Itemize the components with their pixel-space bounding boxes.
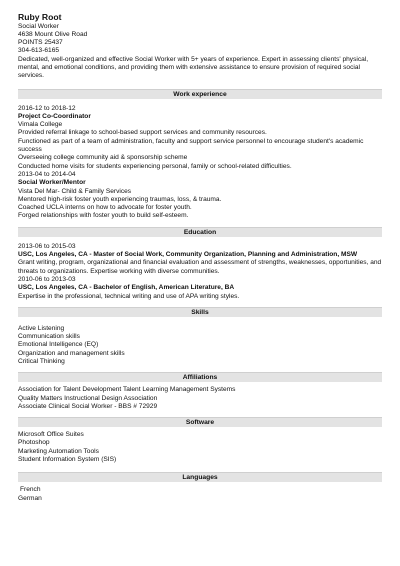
education-entry <box>18 276 382 301</box>
job-bullet: Forged relationships with foster youth to build self-esteem. <box>18 212 189 220</box>
affiliation-item: Association for Talent Development Talent Learning Management Systems <box>18 386 236 394</box>
education-entry <box>18 243 382 276</box>
candidate-title: Social Worker <box>18 22 59 30</box>
software-item: Student Information System (SIS) <box>18 456 117 464</box>
languages-section <box>18 486 382 503</box>
skill-item: Critical Thinking <box>18 358 65 365</box>
skills-section <box>18 325 382 366</box>
job-title: Social Worker/Mentor <box>18 179 86 187</box>
software-item: Marketing Automation Tools <box>18 447 99 455</box>
software-section <box>18 431 382 464</box>
job-bullet: Overseeing college community aid & sponsorship scheme <box>18 154 188 162</box>
job-title: Project Co-Coordinator <box>18 112 91 120</box>
job-employer: Vimala College <box>18 121 63 129</box>
job-bullet: Conducted home visits for students experiencing personal, family or school-related difficulties. <box>18 162 292 170</box>
education-degree: USC, Los Angeles, CA - Bachelor of English, American Literature, BA <box>18 284 235 292</box>
skill-item: Organization and management skills <box>18 349 125 357</box>
education-heading: Education <box>18 227 382 237</box>
skill-item: Active Listening <box>18 324 65 332</box>
skill-item: Communication skills <box>18 333 80 341</box>
address-line-1: 4638 Mount Olive Road <box>18 30 88 38</box>
language-item: French <box>20 486 41 494</box>
address-line-2: POINTS 25437 <box>18 39 63 47</box>
education-dates: 2013-06 to 2015-03 <box>18 242 76 250</box>
education-details: Expertise in the professional, technical writing and use of APA writing styles. <box>18 292 240 300</box>
phone-number: 304-613-6165 <box>18 47 60 55</box>
education-dates: 2010-06 to 2013-03 <box>18 275 76 283</box>
job-bullet: Functioned as part of a team of administration, faculty and support service personnel to encourage student's academic success <box>18 137 364 154</box>
education-details: Grant writing, program, organizational and financial evaluation and assessment of strengths, weaknesses, opportunities, and threats to organizations. Expertise working with diverse communities. <box>18 259 382 275</box>
affiliation-item: Quality Matters Instructional Design Association <box>18 394 158 402</box>
language-item: German <box>18 494 42 502</box>
candidate-name: Ruby Root <box>18 12 62 22</box>
software-heading: Software <box>18 417 382 427</box>
skills-heading: Skills <box>18 307 382 317</box>
affiliation-item: Associate Clinical Social Worker - BBS # 72929 <box>18 402 158 410</box>
education-section <box>18 243 382 301</box>
skill-item: Emotional Intelligence (EQ) <box>18 341 99 349</box>
job-bullet: Coached UCLA interns on how to advocate for foster youth. <box>18 204 192 212</box>
resume-header <box>18 12 382 81</box>
job-dates: 2013-04 to 2014-04 <box>18 170 76 178</box>
job-entry <box>18 105 382 171</box>
job-employer: Vista Del Mar- Child & Family Services <box>18 187 132 195</box>
job-bullet: Mentored high-risk foster youth experiencing traumas, loss, & trauma. <box>18 195 222 203</box>
affiliations-heading: Affiliations <box>18 372 382 382</box>
software-item: Photoshop <box>18 439 50 447</box>
work-experience-heading: Work experience <box>18 89 382 99</box>
work-experience-section <box>18 105 382 221</box>
languages-heading: Languages <box>18 472 382 482</box>
job-dates: 2016-12 to 2018-12 <box>18 104 76 112</box>
job-entry <box>18 171 382 221</box>
affiliations-section <box>18 386 382 411</box>
profile-summary: Dedicated, well-organized and effective Social Worker with 5+ years of experience. Expert in assessing clients' physical, mental, and emotional conditions, and providing them with extensive assistance to ensure provision of required social services. <box>18 55 369 80</box>
job-bullet: Provided referral linkage to school-based support services and community resources. <box>18 129 267 137</box>
education-degree: USC, Los Angeles, CA - Master of Social Work, Community Organization, Planning and Administration, MSW <box>18 251 358 259</box>
software-item: Microsoft Office Suites <box>18 431 84 439</box>
